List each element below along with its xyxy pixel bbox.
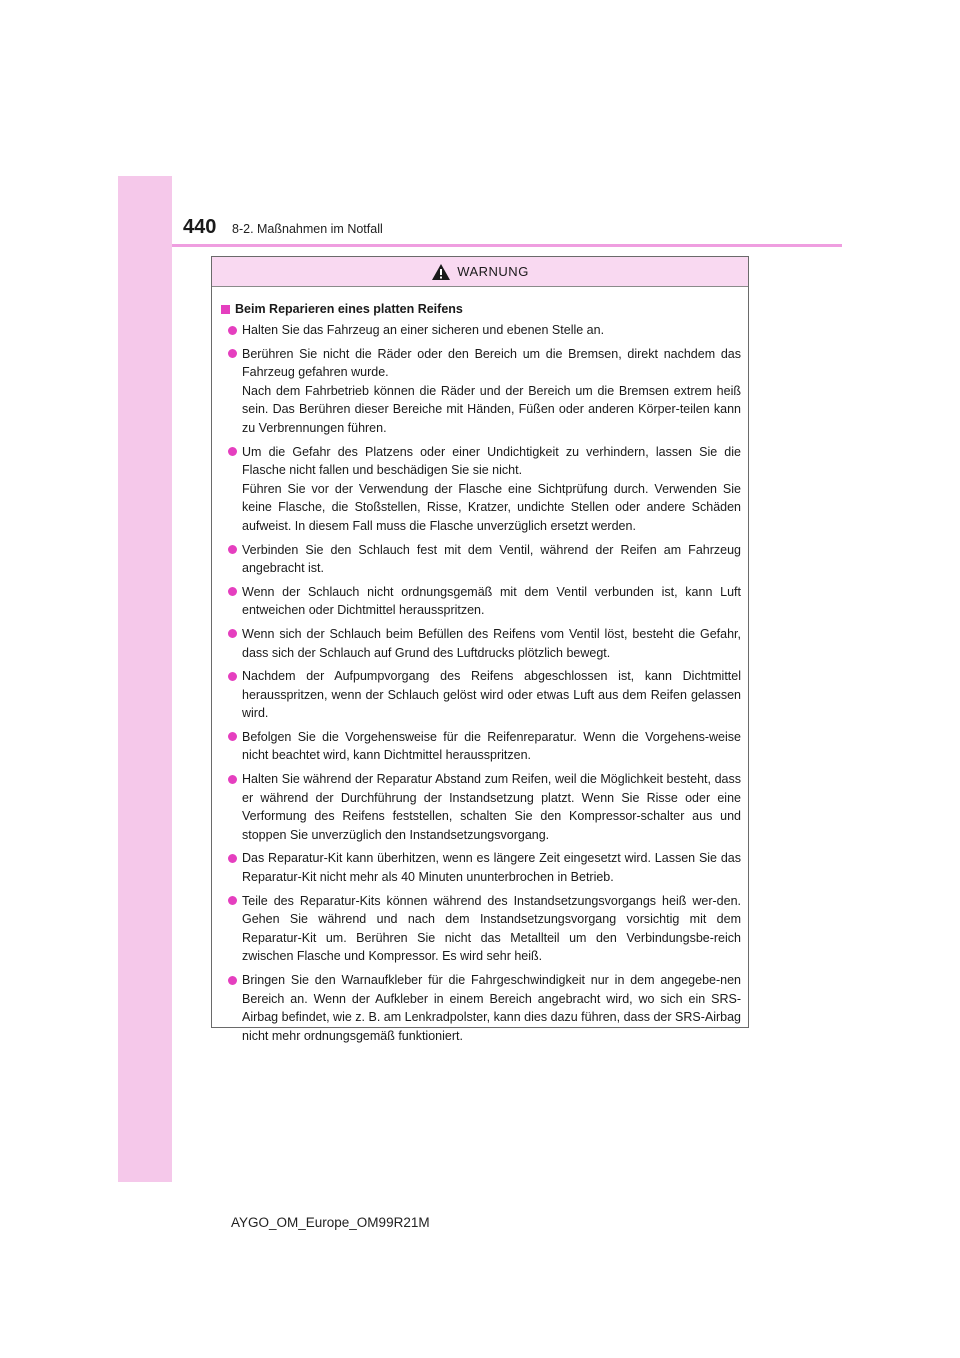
list-item-text: Nachdem der Aufpumpvorgang des Reifens abgeschlossen ist, kann Dichtmittel herausspritzen, wenn der Schlauch gelöst wird oder etwas Luft aus dem Reifen gelassen wird. (242, 669, 741, 721)
warning-list (220, 321, 741, 1045)
bullet-dot-icon (228, 326, 237, 335)
footer-doc-id: AYGO_OM_Europe_OM99R21M (231, 1215, 430, 1230)
warning-heading-text: Beim Reparieren eines platten Reifens (235, 302, 463, 316)
bullet-dot-icon (228, 976, 237, 985)
side-color-band (118, 176, 172, 1182)
list-item-text: Berühren Sie nicht die Räder oder den Bereich um die Bremsen, direkt nachdem das Fahrzeug gefahren wurde. (242, 346, 741, 380)
list-item (220, 770, 741, 844)
list-item (220, 541, 741, 578)
bullet-dot-icon (228, 447, 237, 456)
bullet-dot-icon (228, 732, 237, 741)
header-rule (172, 244, 842, 247)
list-item-text: Um die Gefahr des Platzens oder einer Undichtigkeit zu verhindern, lassen Sie die Flasche nicht fallen und beschädigen Sie sie nicht. (242, 444, 741, 478)
warning-box (211, 256, 749, 1043)
bullet-dot-icon (228, 545, 237, 554)
list-item (220, 971, 741, 1045)
list-item-text: Wenn sich der Schlauch beim Befüllen des Reifens vom Ventil löst, besteht die Gefahr, dass sich der Schlauch auf Grund des Luftdrucks plötzlich bewegt. (242, 626, 741, 660)
list-item-text: Wenn der Schlauch nicht ordnungsgemäß mit dem Ventil verbunden ist, kann Luft entweichen oder Dichtmittel herausspritzen. (242, 584, 741, 618)
bullet-dot-icon (228, 587, 237, 596)
list-item-text: Teile des Reparatur-Kits können während des Instandsetzungsvorgangs heiß wer-den. Gehen Sie während und nach dem Instandsetzungsvorgang vorsichtig mit dem Reparatur-Kit um. Berühren Sie nicht das Metallteil um den Verbindungsbe-reich zwischen Flasche und Kompressor. Es wird sehr heiß. (242, 893, 741, 964)
bullet-dot-icon (228, 854, 237, 863)
list-item-text: Bringen Sie den Warnaufkleber für die Fahrgeschwindigkeit nur in dem angegebe-nen Bereich an. Wenn der Aufkleber in einem Bereich angebracht wird, wo sich ein SRS-Airbag befindet, wie z. B. am Lenkradpolster, kann dies dazu führen, dass der SRS-Airbag nicht mehr ordnungsgemäß funktioniert. (242, 973, 741, 1043)
list-item (220, 583, 741, 620)
list-item-text: Verbinden Sie den Schlauch fest mit dem Ventil, während der Reifen am Fahrzeug angebracht ist. (242, 542, 741, 576)
list-item-text: Halten Sie während der Reparatur Abstand zum Reifen, weil die Möglichkeit besteht, dass er während der Durchführung der Instandsetzung platzt. Wenn Sie Risse oder eine Verformung des Reifens feststellen, schalten Sie den Kompressor-schalter aus und stoppen Sie unverzüglich den Instandsetzungsvorgang. (242, 772, 741, 842)
bullet-dot-icon (228, 629, 237, 638)
warning-section-heading (220, 301, 741, 318)
list-item-text: Halten Sie das Fahrzeug an einer sicheren und ebenen Stelle an. (242, 323, 605, 337)
list-item (220, 892, 741, 966)
bullet-dot-icon (228, 896, 237, 905)
warning-label: WARNUNG (457, 264, 529, 279)
warning-triangle-icon (431, 263, 451, 281)
list-item (220, 443, 741, 536)
list-item (220, 667, 741, 723)
square-bullet-icon (221, 305, 230, 314)
page-number: 440 (183, 216, 217, 238)
list-item (220, 728, 741, 765)
list-item (220, 849, 741, 886)
warning-body (212, 287, 748, 1045)
list-item-text: Führen Sie vor der Verwendung der Flasche eine Sichtprüfung durch. Verwenden Sie keine Flasche, die Stoßstellen, Risse, Kratzer, undichte Stellen oder andere Schäden aufweist. In diesem Fall muss die Flasche unverzüglich ersetzt werden. (242, 481, 741, 533)
warning-header (212, 257, 748, 287)
section-title: 8-2. Maßnahmen im Notfall (232, 222, 383, 236)
list-item (220, 345, 741, 438)
list-item-text: Befolgen Sie die Vorgehensweise für die Reifenreparatur. Wenn die Vorgehens-weise nicht beachtet wird, kann Dichtmittel herausspritzen. (242, 729, 741, 763)
list-item-text: Das Reparatur-Kit kann überhitzen, wenn es längere Zeit eingesetzt wird. Lassen Sie das Reparatur-Kit nicht mehr als 40 Minuten ununterbrochen in Betrieb. (242, 851, 741, 885)
list-item (220, 625, 741, 662)
bullet-dot-icon (228, 775, 237, 784)
bullet-dot-icon (228, 672, 237, 681)
list-item (220, 321, 741, 340)
bullet-dot-icon (228, 349, 237, 358)
list-item-text: Nach dem Fahrbetrieb können die Räder und der Bereich um die Bremsen extrem heiß sein. Das Berühren dieser Bereiche mit Händen, Füßen oder anderen Körper-teilen kann zu Verbrennungen führen. (242, 383, 741, 435)
